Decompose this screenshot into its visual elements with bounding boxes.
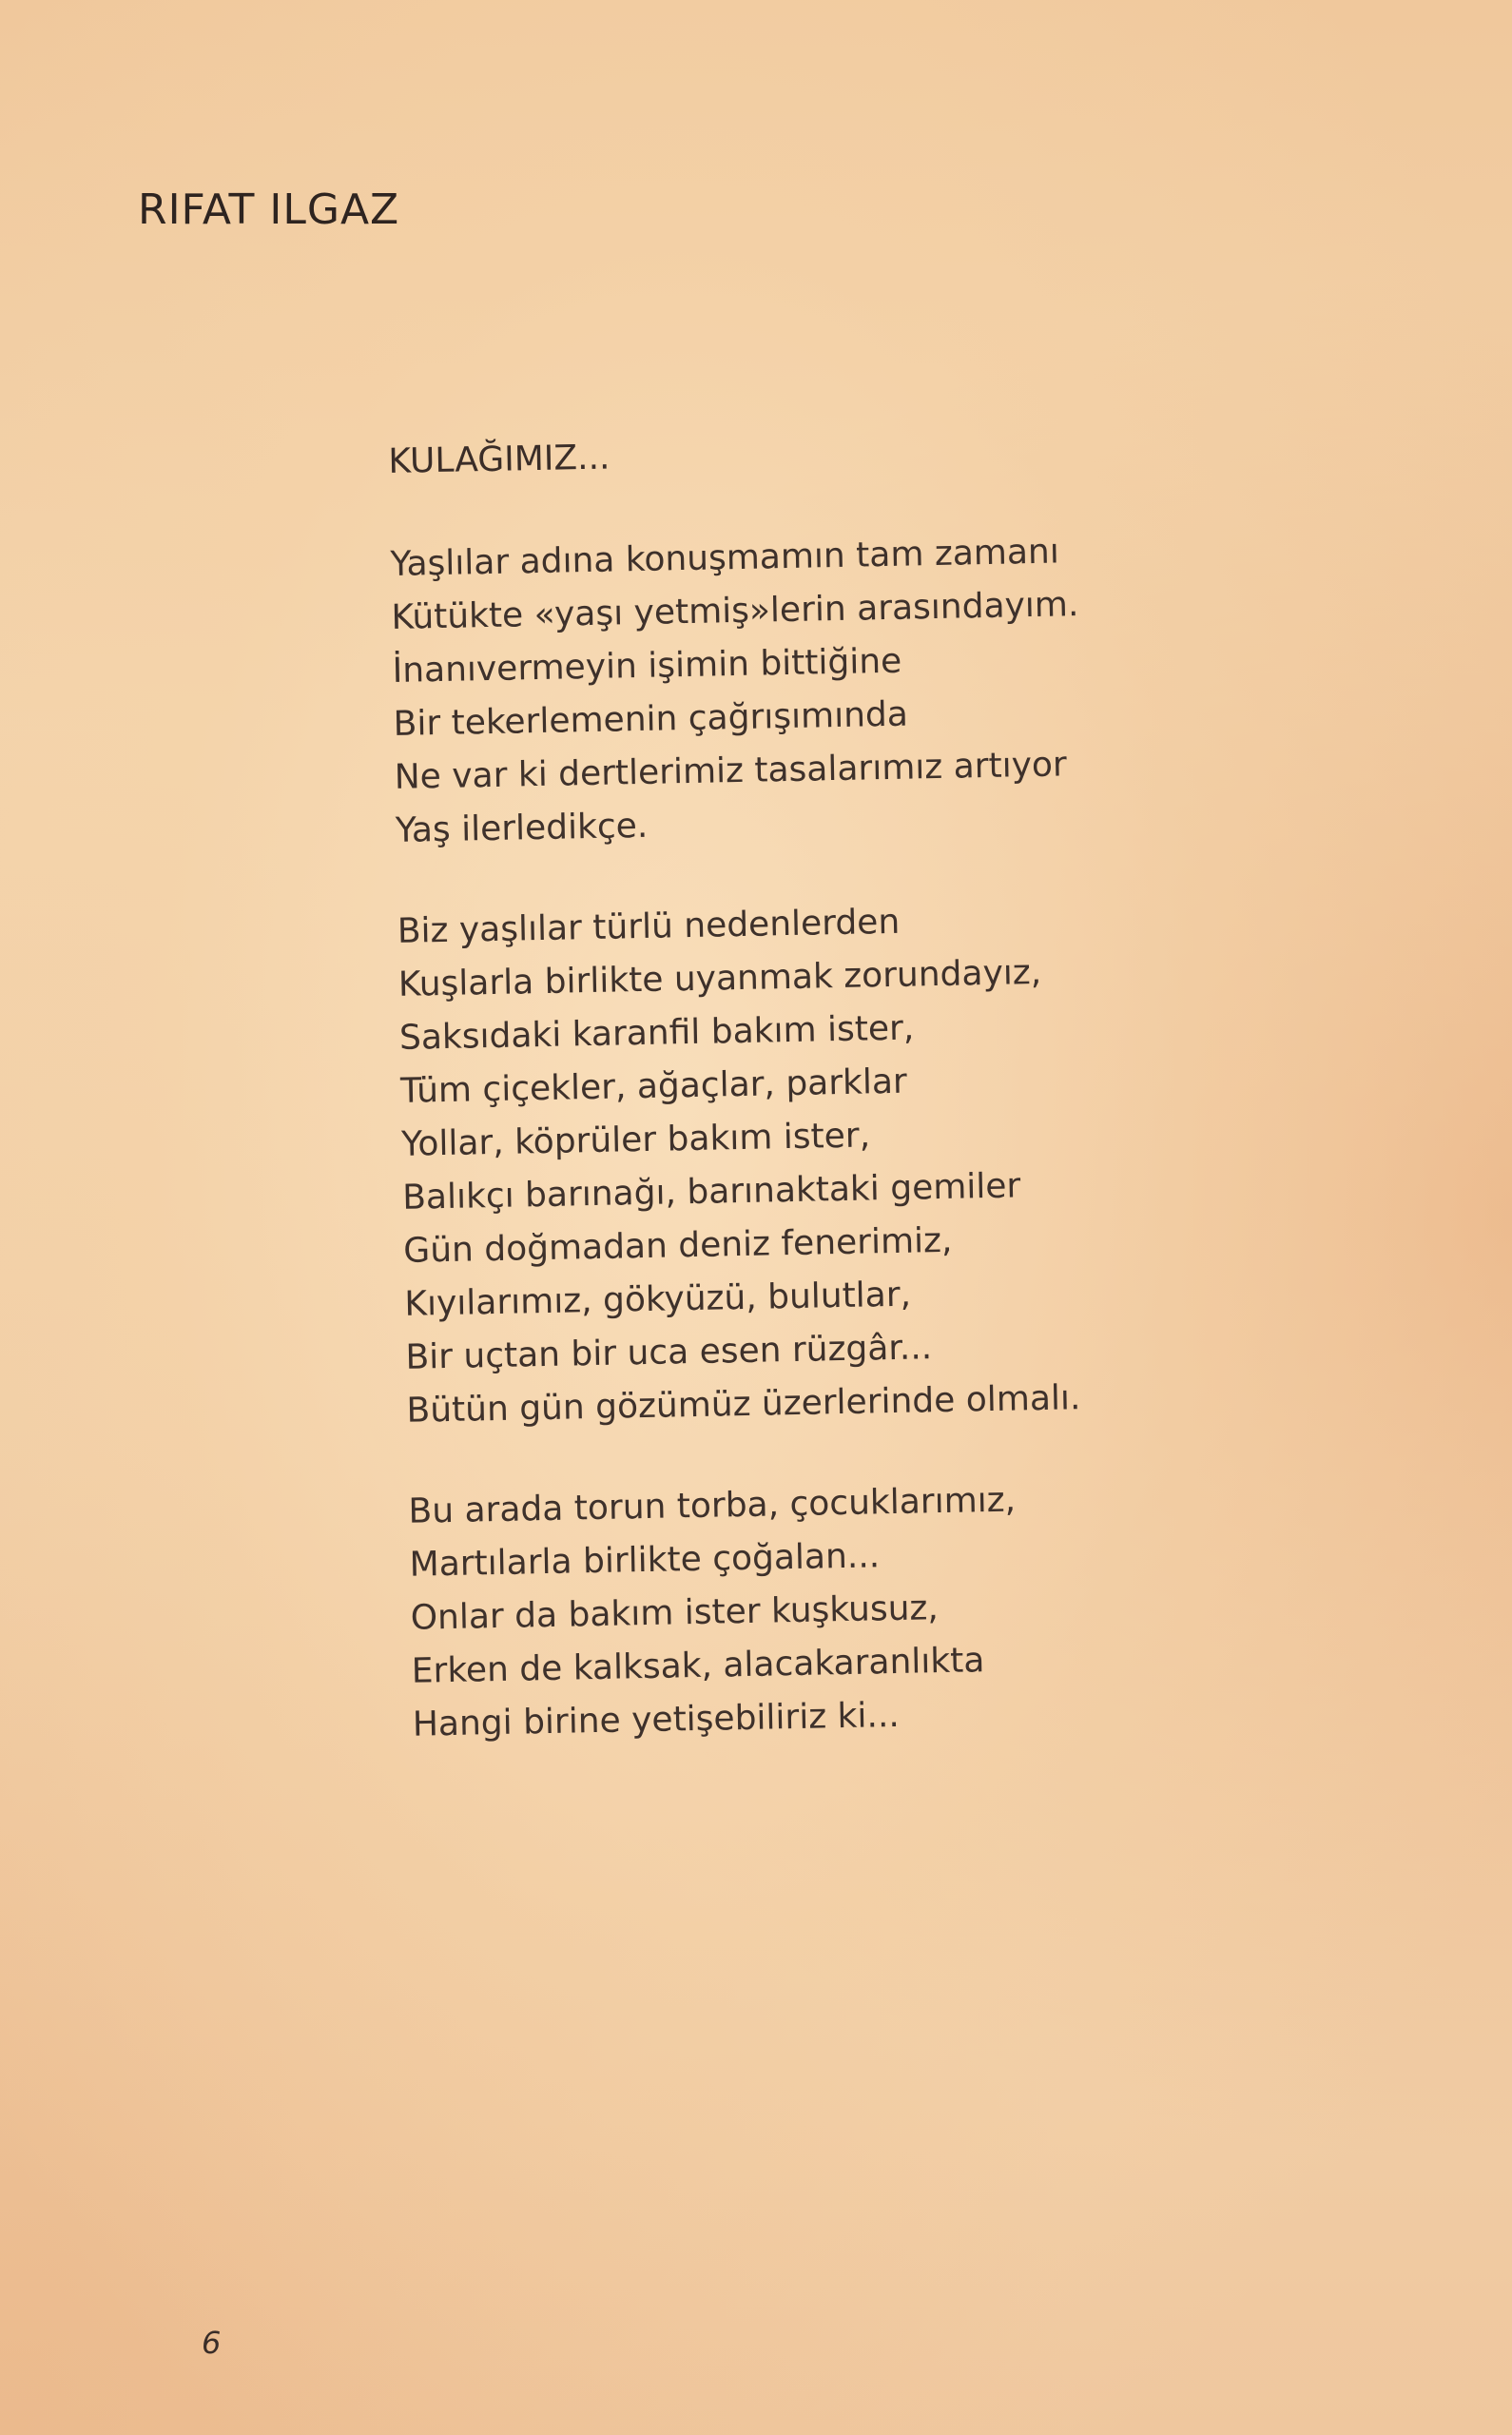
poem-line: Erken de kalksak, alacakaranlıkta (411, 1641, 985, 1691)
poem-line: Kuşlarla birlikte uyanmak zorundayız, (397, 952, 1042, 1004)
poem-line: Onlar da bakım ister kuşkusuz, (410, 1588, 940, 1638)
poem-line: İnanıvermeyin işimin bittiğine (392, 641, 902, 691)
poem-line: Bütün gün gözümüz üzerlerinde olmalı. (406, 1378, 1081, 1431)
page-number: 6 (202, 2325, 222, 2361)
poem-line: Saksıdaki karanfil bakım ister, (398, 1008, 915, 1058)
poem-line: Yaş ilerledikçe. (395, 806, 649, 850)
poem-line: Martılarla birlikte çoğalan... (409, 1536, 881, 1585)
poem-line: Kıyılarımız, gökyüzü, bulutlar, (404, 1275, 912, 1324)
poem-line: Bu arada torun torba, çocuklarımız, (408, 1480, 1017, 1531)
poem-line: Bir tekerlemenin çağrışımında (393, 694, 909, 744)
poem-line: Gün doğmadan deniz fenerimiz, (402, 1220, 953, 1271)
poem-title: KULAĞIMIZ... (388, 438, 611, 481)
poem (388, 422, 1460, 1800)
poem-line: Yollar, köprüler bakım ister, (400, 1116, 871, 1164)
stanza-1 (390, 518, 1442, 858)
poem-line: Hangi birine yetişebiliriz ki... (412, 1695, 901, 1744)
poem-line: Kütükte «yaşı yetmiş»lerin arasındayım. (391, 585, 1079, 637)
author-name: RIFAT ILGAZ (138, 185, 400, 234)
poem-line: Bir uçtan bir uca esen rüzgâr... (405, 1328, 933, 1377)
poem-line: Yaşlılar adına konuşmamın tam zamanı (390, 532, 1060, 584)
poem-line: Ne var ki dertlerimiz tasalarımız artıyor (394, 745, 1068, 797)
poem-line: Balıkçı barınağı, barınaktaki gemiler (401, 1166, 1021, 1218)
poem-line: Tüm çiçekler, ağaçlar, parklar (399, 1062, 908, 1111)
stanza-3 (408, 1466, 1459, 1752)
stanza-2 (397, 886, 1453, 1438)
poem-line: Biz yaşlılar türlü nedenlerden (397, 902, 901, 951)
